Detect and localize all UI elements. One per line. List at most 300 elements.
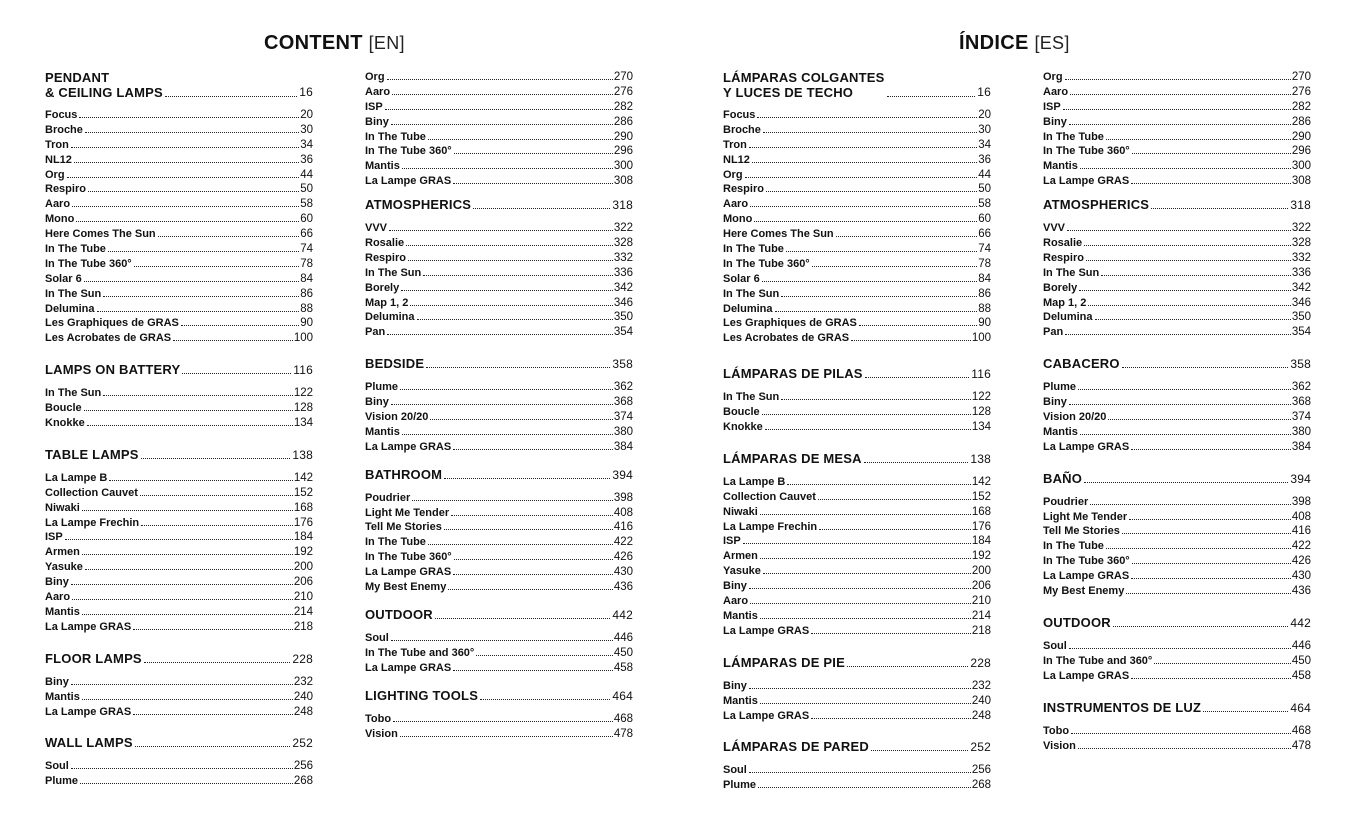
- entry-page-number: 276: [613, 85, 633, 98]
- dot-leader: [80, 783, 293, 784]
- entry-name: Pan: [365, 326, 386, 339]
- entry-list: [45, 108, 313, 346]
- toc-entry[interactable]: [365, 565, 633, 580]
- entry-page-number: 374: [1291, 411, 1311, 424]
- toc-section: [1043, 70, 1311, 189]
- entry-page-number: 422: [613, 536, 633, 549]
- toc-entry[interactable]: [365, 174, 633, 189]
- toc-entry[interactable]: [365, 325, 633, 340]
- toc-entry[interactable]: [365, 727, 633, 742]
- toc-entry[interactable]: [45, 675, 313, 690]
- toc-entry[interactable]: [723, 534, 991, 549]
- section-page-number: 318: [612, 198, 633, 213]
- toc-entry[interactable]: [1043, 85, 1311, 100]
- entry-page-number: 36: [978, 153, 991, 166]
- entry-name: Pan: [1043, 326, 1064, 339]
- toc-entry[interactable]: [45, 774, 313, 789]
- entry-name: Soul: [365, 631, 389, 644]
- entry-list: [45, 759, 313, 789]
- entry-page-number: 168: [293, 501, 313, 514]
- entry-name: In The Tube: [1043, 540, 1104, 553]
- dot-leader: [134, 266, 299, 267]
- toc-entry[interactable]: [45, 386, 313, 401]
- dot-leader: [71, 768, 293, 769]
- dot-leader: [181, 325, 299, 326]
- dot-leader: [760, 558, 971, 559]
- toc-entry[interactable]: [365, 221, 633, 236]
- toc-entry[interactable]: [45, 212, 313, 227]
- section-heading[interactable]: [1043, 356, 1311, 372]
- indice-column-1: [723, 70, 991, 793]
- toc-entry[interactable]: [723, 242, 991, 257]
- toc-entry[interactable]: [723, 390, 991, 405]
- toc-entry[interactable]: [45, 759, 313, 774]
- toc-entry[interactable]: [45, 416, 313, 431]
- entry-name: Light Me Tender: [365, 506, 450, 519]
- section-heading[interactable]: [45, 447, 313, 463]
- entry-name: Broche: [45, 123, 83, 136]
- entry-name: Respiro: [365, 251, 406, 264]
- toc-entry[interactable]: [365, 712, 633, 727]
- section-heading[interactable]: [723, 451, 991, 467]
- dot-leader: [141, 458, 291, 459]
- toc-entry[interactable]: [723, 564, 991, 579]
- entry-name: La Lampe GRAS: [1043, 175, 1130, 188]
- toc-entry[interactable]: [45, 401, 313, 416]
- entry-page-number: 84: [978, 272, 991, 285]
- dot-leader: [387, 79, 613, 80]
- toc-entry[interactable]: [723, 138, 991, 153]
- toc-section: [365, 197, 633, 340]
- section-title: BATHROOM: [365, 466, 443, 482]
- dot-leader: [71, 684, 293, 685]
- toc-entry[interactable]: [723, 549, 991, 564]
- entry-page-number: 268: [293, 775, 313, 788]
- toc-entry[interactable]: [365, 550, 633, 565]
- toc-entry[interactable]: [365, 631, 633, 646]
- entry-page-number: 90: [978, 317, 991, 330]
- toc-entry[interactable]: [365, 130, 633, 145]
- dot-leader: [391, 124, 613, 125]
- toc-entry[interactable]: [365, 520, 633, 535]
- toc-entry[interactable]: [45, 590, 313, 605]
- dot-leader: [762, 281, 978, 282]
- dot-leader: [165, 96, 297, 97]
- dot-leader: [1131, 449, 1291, 450]
- toc-entry[interactable]: [365, 580, 633, 595]
- section-heading[interactable]: [1043, 197, 1311, 213]
- entry-page-number: 308: [1291, 175, 1311, 188]
- toc-entry[interactable]: [723, 227, 991, 242]
- toc-entry[interactable]: [723, 679, 991, 694]
- dot-leader: [1069, 404, 1291, 405]
- toc-entry[interactable]: [45, 530, 313, 545]
- dot-leader: [428, 139, 613, 140]
- toc-entry[interactable]: [1043, 236, 1311, 251]
- entry-name: La Lampe GRAS: [365, 440, 452, 453]
- toc-entry[interactable]: [1043, 639, 1311, 654]
- entry-name: In The Sun: [723, 391, 780, 404]
- section-heading[interactable]: [365, 607, 633, 623]
- toc-entry[interactable]: [1043, 159, 1311, 174]
- entry-page-number: 60: [300, 213, 313, 226]
- dot-leader: [103, 395, 293, 396]
- toc-entry[interactable]: [1043, 325, 1311, 340]
- toc-entry[interactable]: [723, 594, 991, 609]
- toc-entry[interactable]: [1043, 281, 1311, 296]
- dot-leader: [763, 132, 977, 133]
- toc-entry[interactable]: [723, 520, 991, 535]
- toc-section: [365, 70, 633, 189]
- toc-entry[interactable]: [365, 100, 633, 115]
- entry-page-number: 416: [613, 521, 633, 534]
- toc-entry[interactable]: [723, 763, 991, 778]
- entry-name: Focus: [45, 109, 78, 121]
- entry-page-number: 336: [1291, 266, 1311, 279]
- entry-page-number: 350: [1291, 311, 1311, 324]
- toc-entry[interactable]: [365, 646, 633, 661]
- toc-entry[interactable]: [1043, 724, 1311, 739]
- dot-leader: [423, 275, 613, 276]
- toc-entry[interactable]: [1043, 410, 1311, 425]
- toc-entry[interactable]: [1043, 554, 1311, 569]
- toc-entry[interactable]: [45, 331, 313, 346]
- entry-name: Mono: [723, 213, 753, 226]
- section-title: OUTDOOR: [1043, 614, 1111, 630]
- dot-leader: [865, 377, 970, 378]
- entry-name: VVV: [365, 222, 388, 235]
- entry-name: Broche: [723, 123, 761, 136]
- toc-entry[interactable]: [45, 287, 313, 302]
- dot-leader: [82, 554, 293, 555]
- toc-entry[interactable]: [365, 159, 633, 174]
- dot-leader: [1069, 124, 1291, 125]
- toc-entry[interactable]: [1043, 395, 1311, 410]
- section-title: LAMPS ON BATTERY: [45, 362, 181, 378]
- dot-leader: [775, 311, 978, 312]
- toc-section: [365, 467, 633, 595]
- section-heading[interactable]: [1043, 700, 1311, 716]
- toc-entry[interactable]: [1043, 144, 1311, 159]
- dot-leader: [812, 266, 977, 267]
- dot-leader: [1086, 260, 1291, 261]
- entry-name: La Lampe GRAS: [1043, 669, 1130, 682]
- section-heading[interactable]: [1043, 471, 1311, 487]
- toc-entry[interactable]: [365, 506, 633, 521]
- dot-leader: [871, 750, 968, 751]
- toc-entry[interactable]: [45, 257, 313, 272]
- entry-name: Tron: [45, 138, 69, 151]
- entry-name: La Lampe GRAS: [723, 624, 810, 637]
- toc-entry[interactable]: [365, 115, 633, 130]
- section-page-number: 252: [292, 736, 313, 751]
- dot-leader: [454, 153, 613, 154]
- toc-entry[interactable]: [45, 705, 313, 720]
- toc-entry[interactable]: [1043, 296, 1311, 311]
- section-heading[interactable]: [45, 651, 313, 667]
- dot-leader: [749, 688, 971, 689]
- toc-entry[interactable]: [723, 108, 991, 123]
- dot-leader: [402, 168, 613, 169]
- toc-entry[interactable]: [365, 85, 633, 100]
- entry-name: Mantis: [365, 425, 400, 438]
- toc-entry[interactable]: [45, 242, 313, 257]
- toc-entry[interactable]: [1043, 266, 1311, 281]
- toc-entry[interactable]: [45, 316, 313, 331]
- toc-entry[interactable]: [365, 144, 633, 159]
- toc-entry[interactable]: [1043, 539, 1311, 554]
- toc-entry[interactable]: [365, 395, 633, 410]
- toc-entry[interactable]: [723, 257, 991, 272]
- dot-leader: [133, 629, 293, 630]
- entry-list: [723, 108, 991, 346]
- entry-page-number: 128: [971, 406, 991, 419]
- section-page-number: 442: [612, 607, 633, 622]
- toc-entry[interactable]: [45, 138, 313, 153]
- entry-name: Niwaki: [723, 505, 758, 518]
- entry-name: Delumina: [723, 302, 773, 315]
- toc-entry[interactable]: [1043, 654, 1311, 669]
- section-title: LIGHTING TOOLS: [365, 687, 479, 703]
- toc-entry[interactable]: [723, 182, 991, 197]
- toc-entry[interactable]: [365, 236, 633, 251]
- dot-leader: [1079, 290, 1291, 291]
- toc-entry[interactable]: [723, 287, 991, 302]
- dot-leader: [393, 721, 613, 722]
- dot-leader: [85, 132, 299, 133]
- entry-page-number: 380: [613, 425, 633, 438]
- toc-entry[interactable]: [723, 405, 991, 420]
- entry-name: Delumina: [365, 311, 415, 324]
- entry-page-number: 296: [1291, 145, 1311, 158]
- toc-entry[interactable]: [723, 197, 991, 212]
- toc-entry[interactable]: [365, 410, 633, 425]
- toc-entry[interactable]: [45, 182, 313, 197]
- toc-entry[interactable]: [1043, 569, 1311, 584]
- toc-entry[interactable]: [1043, 669, 1311, 684]
- toc-entry[interactable]: [723, 475, 991, 490]
- entry-name: Mantis: [1043, 160, 1078, 173]
- dot-leader: [1108, 419, 1290, 420]
- toc-entry[interactable]: [723, 123, 991, 138]
- dot-leader: [391, 404, 613, 405]
- toc-entry[interactable]: [723, 212, 991, 227]
- entry-name: Mantis: [45, 605, 80, 618]
- dot-leader: [387, 334, 613, 335]
- entry-page-number: 176: [971, 520, 991, 533]
- toc-entry[interactable]: [1043, 380, 1311, 395]
- toc-entry[interactable]: [365, 535, 633, 550]
- toc-entry[interactable]: [365, 296, 633, 311]
- toc-entry[interactable]: [723, 709, 991, 724]
- entry-page-number: 332: [1291, 251, 1311, 264]
- toc-entry[interactable]: [723, 316, 991, 331]
- dot-leader: [428, 544, 613, 545]
- toc-entry[interactable]: [1043, 440, 1311, 455]
- toc-entry[interactable]: [365, 380, 633, 395]
- entry-page-number: 30: [978, 123, 991, 136]
- dot-leader: [859, 325, 977, 326]
- toc-entry[interactable]: [723, 302, 991, 317]
- toc-entry[interactable]: [365, 440, 633, 455]
- toc-entry[interactable]: [1043, 174, 1311, 189]
- section-title: BEDSIDE: [365, 356, 425, 372]
- toc-entry[interactable]: [723, 331, 991, 346]
- entry-name: Biny: [45, 576, 69, 589]
- toc-entry[interactable]: [365, 266, 633, 281]
- section-heading[interactable]: [1043, 615, 1311, 631]
- entry-page-number: 142: [971, 475, 991, 488]
- entry-name: La Lampe GRAS: [45, 620, 132, 633]
- entry-list: [45, 471, 313, 635]
- dot-leader: [1132, 153, 1291, 154]
- toc-entry[interactable]: [45, 272, 313, 287]
- section-heading[interactable]: [365, 197, 633, 213]
- entry-name: Plume: [45, 775, 79, 788]
- dot-leader: [1126, 593, 1291, 594]
- toc-entry[interactable]: [45, 605, 313, 620]
- toc-entry[interactable]: [45, 545, 313, 560]
- toc-entry[interactable]: [45, 501, 313, 516]
- toc-entry[interactable]: [365, 70, 633, 85]
- toc-entry[interactable]: [365, 425, 633, 440]
- dot-leader: [1131, 678, 1291, 679]
- toc-entry[interactable]: [723, 579, 991, 594]
- section-heading[interactable]: [365, 688, 633, 704]
- toc-entry[interactable]: [723, 272, 991, 287]
- entry-name: Les Acrobates de GRAS: [723, 332, 850, 345]
- dot-leader: [836, 236, 978, 237]
- toc-entry[interactable]: [1043, 221, 1311, 236]
- toc-entry[interactable]: [1043, 130, 1311, 145]
- entry-page-number: 256: [293, 760, 313, 773]
- entry-page-number: 408: [1291, 510, 1311, 523]
- dot-leader: [1154, 663, 1290, 664]
- toc-entry[interactable]: [723, 490, 991, 505]
- toc-entry[interactable]: [1043, 510, 1311, 525]
- toc-entry[interactable]: [45, 108, 313, 123]
- section-heading[interactable]: [45, 735, 313, 751]
- toc-entry[interactable]: [1043, 251, 1311, 266]
- toc-entry[interactable]: [45, 227, 313, 242]
- dot-leader: [760, 514, 971, 515]
- toc-entry[interactable]: [1043, 584, 1311, 599]
- dot-leader: [758, 787, 971, 788]
- section-page-number: 228: [292, 651, 313, 666]
- entry-name: Niwaki: [45, 501, 80, 514]
- entry-page-number: 346: [1291, 296, 1311, 309]
- entry-list: [45, 386, 313, 431]
- toc-entry[interactable]: [1043, 524, 1311, 539]
- toc-entry[interactable]: [365, 491, 633, 506]
- toc-entry[interactable]: [45, 575, 313, 590]
- toc-entry[interactable]: [723, 168, 991, 183]
- toc-entry[interactable]: [45, 153, 313, 168]
- toc-entry[interactable]: [45, 690, 313, 705]
- entry-name: La Lampe GRAS: [365, 661, 452, 674]
- toc-entry[interactable]: [1043, 310, 1311, 325]
- section-heading[interactable]: [723, 655, 991, 671]
- toc-entry[interactable]: [723, 694, 991, 709]
- entry-page-number: 336: [613, 266, 633, 279]
- toc-entry[interactable]: [723, 624, 991, 639]
- toc-entry[interactable]: [45, 560, 313, 575]
- section-heading[interactable]: [365, 467, 633, 483]
- dot-leader: [74, 162, 299, 163]
- section-title: INSTRUMENTOS DE LUZ: [1043, 699, 1202, 715]
- dot-leader: [1088, 305, 1290, 306]
- toc-entry[interactable]: [365, 310, 633, 325]
- section-heading[interactable]: [723, 739, 991, 755]
- dot-leader: [82, 699, 293, 700]
- entry-name: Here Comes The Sun: [45, 228, 156, 241]
- entry-name: La Lampe GRAS: [1043, 440, 1130, 453]
- entry-name: ISP: [723, 535, 741, 548]
- dot-leader: [65, 539, 293, 540]
- toc-entry[interactable]: [1043, 100, 1311, 115]
- toc-entry[interactable]: [1043, 70, 1311, 85]
- toc-entry[interactable]: [1043, 495, 1311, 510]
- toc-entry[interactable]: [45, 197, 313, 212]
- section-heading[interactable]: [723, 70, 991, 100]
- entry-name: In The Tube 360°: [365, 145, 452, 158]
- section-page-number: 358: [1290, 357, 1311, 372]
- section-heading[interactable]: [45, 362, 313, 378]
- entry-name: Soul: [723, 764, 747, 777]
- toc-entry[interactable]: [723, 609, 991, 624]
- toc-entry[interactable]: [45, 123, 313, 138]
- toc-entry[interactable]: [723, 420, 991, 435]
- toc-section: [723, 451, 991, 639]
- toc-section: [1043, 700, 1311, 754]
- toc-entry[interactable]: [365, 251, 633, 266]
- toc-entry[interactable]: [1043, 115, 1311, 130]
- entry-list: [723, 763, 991, 793]
- entry-page-number: 100: [293, 332, 313, 345]
- toc-entry[interactable]: [45, 516, 313, 531]
- toc-entry[interactable]: [1043, 739, 1311, 754]
- entry-page-number: 270: [1291, 71, 1311, 83]
- toc-entry[interactable]: [365, 281, 633, 296]
- toc-entry[interactable]: [723, 153, 991, 168]
- entry-page-number: 86: [978, 287, 991, 300]
- toc-entry[interactable]: [45, 302, 313, 317]
- section-heading[interactable]: [723, 366, 991, 382]
- section-heading[interactable]: [45, 70, 313, 100]
- entry-page-number: 34: [300, 138, 313, 151]
- entry-name: Respiro: [45, 183, 86, 196]
- dot-leader: [410, 305, 612, 306]
- dot-leader: [173, 340, 293, 341]
- toc-entry[interactable]: [365, 661, 633, 676]
- section-heading[interactable]: [365, 356, 633, 372]
- toc-entry[interactable]: [45, 471, 313, 486]
- entry-name: Collection Cauvet: [45, 486, 138, 499]
- toc-entry[interactable]: [723, 505, 991, 520]
- toc-entry[interactable]: [45, 620, 313, 635]
- toc-entry[interactable]: [45, 486, 313, 501]
- toc-entry[interactable]: [723, 778, 991, 793]
- dot-leader: [1065, 79, 1291, 80]
- dot-leader: [408, 260, 613, 261]
- entry-page-number: 368: [1291, 396, 1311, 409]
- entry-page-number: 256: [971, 764, 991, 777]
- toc-entry[interactable]: [45, 168, 313, 183]
- entry-name: Soul: [45, 760, 69, 773]
- dot-leader: [1084, 482, 1288, 483]
- toc-entry[interactable]: [1043, 425, 1311, 440]
- entry-page-number: 210: [971, 595, 991, 608]
